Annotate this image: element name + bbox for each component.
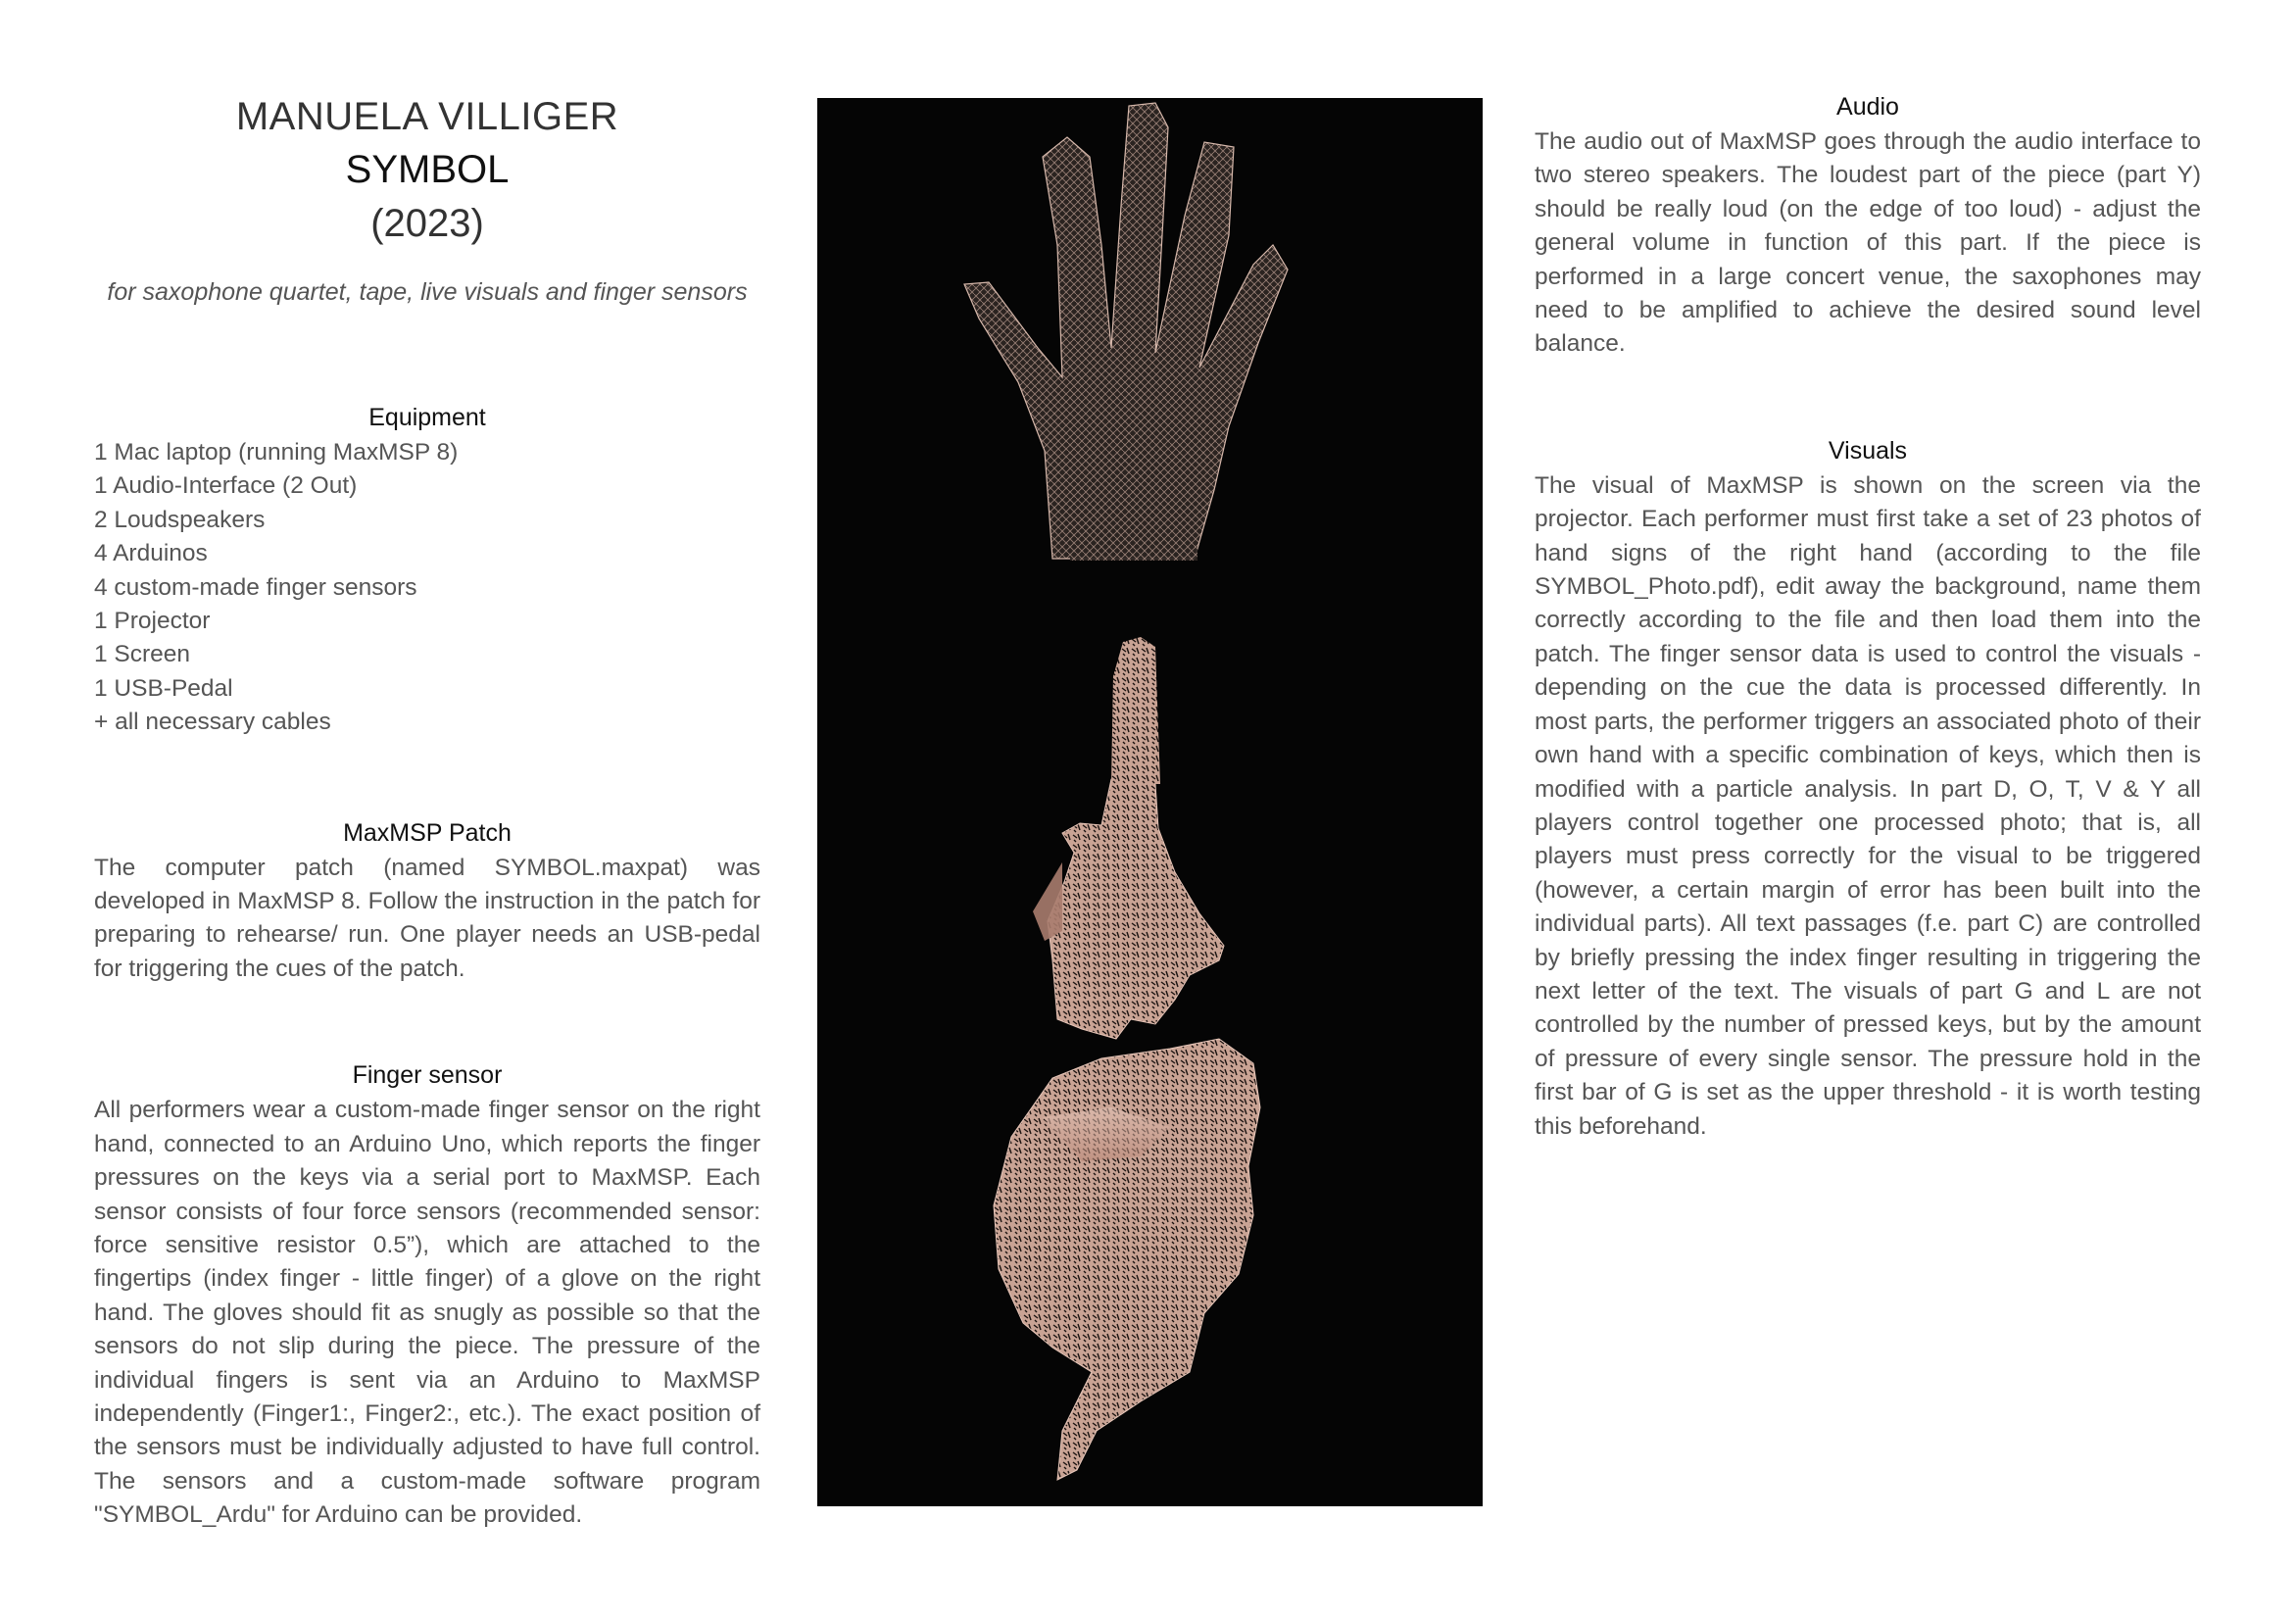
sensor-section — [94, 1058, 760, 1532]
audio-section — [1535, 90, 2201, 362]
patch-heading: MaxMSP Patch — [343, 818, 512, 847]
audio-heading: Audio — [1836, 93, 1899, 121]
hand-visuals-svg — [817, 98, 1483, 1506]
visuals-paragraph: The visual of MaxMSP is shown on the screen via the projector. Each performer must first take a set of 23 photos of hand signs of the right hand (according to the file SYMBOL_Photo.pdf), edit away the background, name them correctly according to the file and then load them into the patch. The finger sensor data is used to control the visuals - depending on the cue the data is processed differently. In most parts, the performer triggers an associated photo of their own hand with a specific combination of keys, which then is modified with a particle analysis. In part D, O, T, V & Y all players control together one processed photo; that is, all players must press correctly for the visual to be triggered (however, a certain margin of error has been built into the individual parts). All text passages (f.e. part C) are controlled by briefly pressing the index finger resulting in triggering the next letter of the text. The visuals of part G and L are not controlled by the number of pressed keys, but by the amount of pressure of every single sensor. The pressure hold in the first bar of G is set as the upper threshold - it is worth testing this beforehand. — [1535, 471, 2201, 1140]
left-column — [94, 90, 760, 1533]
piece-title: SYMBOL — [345, 148, 510, 191]
patch-section — [94, 816, 760, 987]
open-hand-figure — [964, 103, 1288, 561]
middle-finger-hand-figure — [1033, 637, 1224, 1039]
equipment-heading: Equipment — [368, 404, 486, 431]
list-item: 1 Screen — [94, 641, 191, 668]
sensor-paragraph: All performers wear a custom-made finger sensor on the right hand, connected to an Arduino Uno, which reports the finger pressures on the keys via a serial port to MaxMSP. Each sensor consists of four force sensors (recommended sensor: force sensitive resistor 0.5”), which are attached to the fingertips (index finger - little finger) of a glove on the right hand. The gloves should fit as snugly as possible so that the sensors do not slip during the piece. The pressure of the individual fingers is sent via an Arduino to MaxMSP independently (Finger1:, Finger2:, etc.). The exact position of the sensors must be individually adjusted to have full control. The sensors and a custom-made software program "SYMBOL_Ardu" for Arduino can be provided. — [94, 1097, 760, 1529]
list-item: 1 USB-Pedal — [94, 674, 233, 702]
equipment-list — [94, 436, 760, 740]
list-item: 1 Mac laptop (running MaxMSP 8) — [94, 439, 459, 466]
instrumentation-subtitle: for saxophone quartet, tape, live visuals and finger sensors — [107, 278, 748, 306]
audio-paragraph: The audio out of MaxMSP goes through the audio interface to two stereo speakers. The loudest part of the piece (part Y) should be really loud (on the edge of too loud) - adjust the general volume in function of this part. If the piece is performed in a large concert venue, the saxophones may need to be amplified to achieve the desired sound level balance. — [1535, 128, 2201, 358]
title-block — [94, 90, 760, 251]
visuals-heading: Visuals — [1828, 436, 1908, 465]
patch-paragraph: The computer patch (named SYMBOL.maxpat) was developed in MaxMSP 8. Follow the instruction in the patch for preparing to rehearse/ run. One player needs an USB-pedal for triggering the cues of the patch. — [94, 854, 760, 982]
right-column — [1535, 90, 2201, 1144]
list-item: 4 custom-made finger sensors — [94, 573, 417, 601]
list-item: 1 Projector — [94, 608, 211, 635]
piece-year: (2023) — [370, 202, 484, 245]
equipment-section — [94, 401, 760, 740]
thumb-down-hand-figure — [994, 1039, 1260, 1480]
sensor-heading: Finger sensor — [352, 1061, 503, 1090]
list-item: 2 Loudspeakers — [94, 506, 266, 533]
list-item: + all necessary cables — [94, 709, 331, 736]
hand-visuals-image — [817, 98, 1483, 1506]
list-item: 4 Arduinos — [94, 540, 208, 567]
composer-name: MANUELA VILLIGER — [235, 95, 619, 138]
visuals-section — [1535, 434, 2201, 1144]
list-item: 1 Audio-Interface (2 Out) — [94, 472, 358, 500]
